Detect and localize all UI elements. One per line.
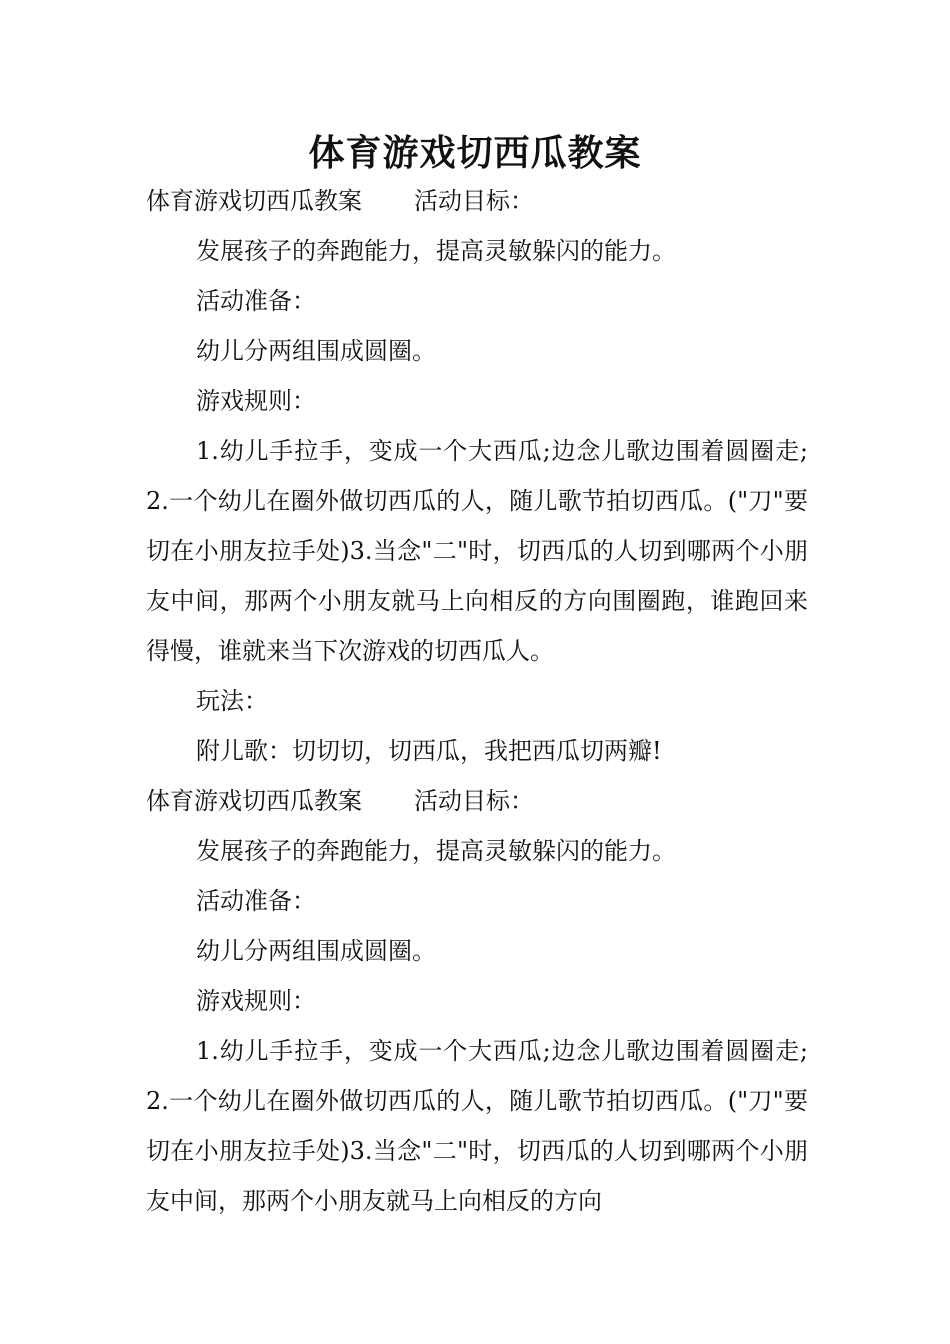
section-lead xyxy=(146,176,808,226)
rules-label: 游戏规则： xyxy=(196,987,316,1015)
lead-title: 体育游戏切西瓜教案 xyxy=(146,187,362,215)
document-title: 体育游戏切西瓜教案 xyxy=(308,132,642,174)
rules-text: 1.幼儿手拉手，变成一个大西瓜;边念儿歌边围着圆圈走;2.一个幼儿在圈外做切西瓜的人，随儿歌节拍切西瓜。("刀"要切在小朋友拉手处)3.当念"二"时，切西瓜的人切到哪两个小朋友中间，那两个小朋友就马上向相反的方向围圈跑，谁跑回来得慢，谁就来当下次游戏的切西瓜人。 xyxy=(146,437,808,665)
lead-title: 体育游戏切西瓜教案 xyxy=(146,787,362,815)
prep-text: 幼儿分两组围成圆圈。 xyxy=(196,337,436,365)
play-label: 玩法： xyxy=(196,687,268,715)
section-lead xyxy=(146,776,808,826)
rules-label: 游戏规则： xyxy=(196,387,316,415)
document-body xyxy=(146,176,808,1215)
rules-text: 1.幼儿手拉手，变成一个大西瓜;边念儿歌边围着圆圈走;2.一个幼儿在圈外做切西瓜的人，随儿歌节拍切西瓜。("刀"要切在小朋友拉手处)3.当念"二"时，切西瓜的人切到哪两个小朋友中间，那两个小朋友就马上向相反的方向 xyxy=(146,1037,808,1215)
section-2 xyxy=(146,776,808,1226)
goal-label: 活动目标： xyxy=(414,787,534,815)
section-1 xyxy=(146,176,808,776)
prep-label: 活动准备： xyxy=(196,287,316,315)
song-text: 附儿歌：切切切，切西瓜，我把西瓜切两瓣! xyxy=(196,737,662,765)
goal-text: 发展孩子的奔跑能力，提高灵敏躲闪的能力。 xyxy=(196,837,676,865)
prep-text: 幼儿分两组围成圆圈。 xyxy=(196,937,436,965)
prep-label: 活动准备： xyxy=(196,887,316,915)
goal-text: 发展孩子的奔跑能力，提高灵敏躲闪的能力。 xyxy=(196,237,676,265)
goal-label: 活动目标： xyxy=(414,187,534,215)
